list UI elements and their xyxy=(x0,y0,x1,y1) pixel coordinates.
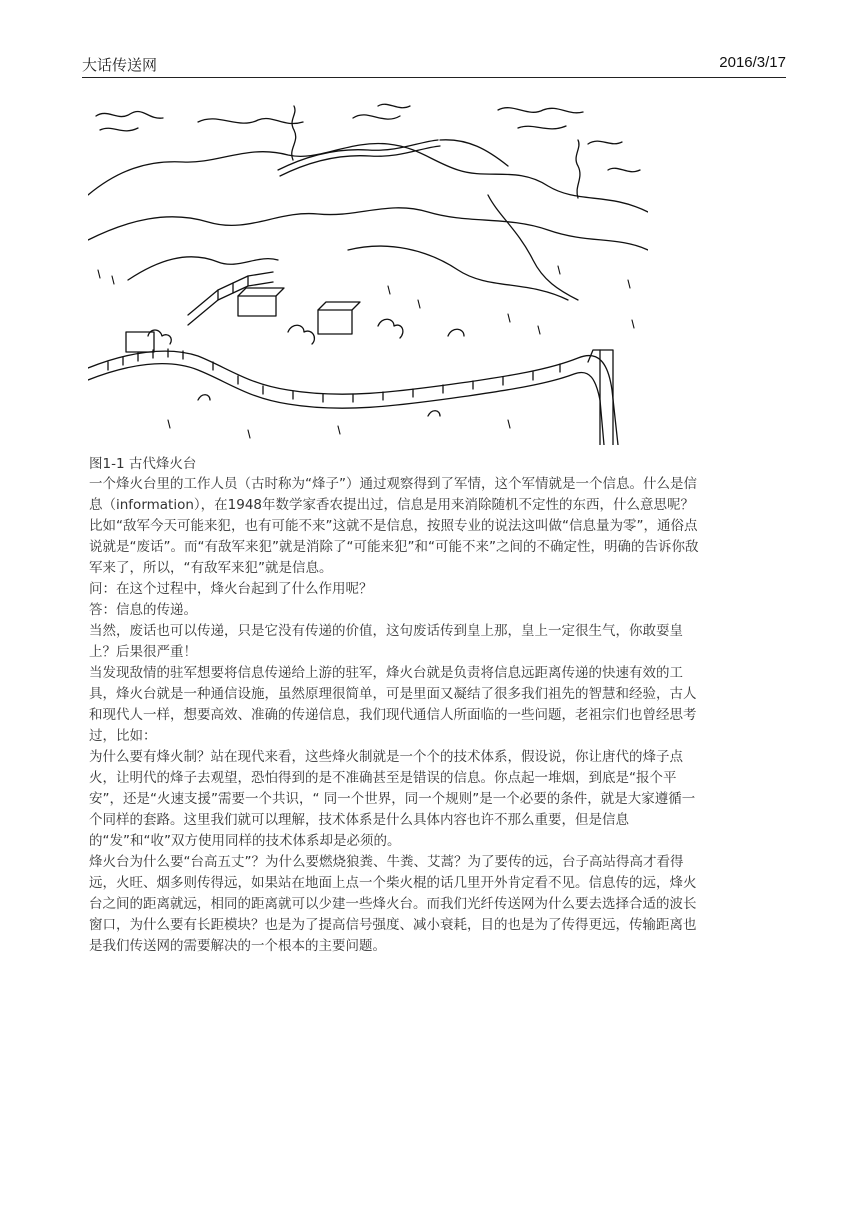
document-title: 大话传送网 xyxy=(82,56,158,74)
paragraph: 当然，废话也可以传递，只是它没有传递的价值，这句废话传到皇上那，皇上一定很生气，你敢耍皇上？后果很严重！ xyxy=(89,623,683,660)
great-wall-illustration xyxy=(88,100,648,445)
paragraph: 当发现敌情的驻军想要将信息传递给上游的驻军，烽火台就是负责将信息远距离传递的快速有效的工具，烽火台就是一种通信设施，虽然原理很简单，可是里面又凝结了很多我们祖先的智慧和经验，古人和现代人一样，想要高效、准确的传递信息，我们现代通信人所面临的一些问题，老祖宗们也曾经思考过，比如： xyxy=(89,665,697,744)
paragraph: 答：信息的传递。 xyxy=(89,602,197,618)
page-header xyxy=(82,53,786,78)
paragraph: 一个烽火台里的工作人员（古时称为“烽子”）通过观察得到了军情，这个军情就是一个信息。什么是信息（information），在1948年数学家香农提出过，信息是用来消除随机不定性的东西，什么意思呢？比如“敌军今天可能来犯，也有可能不来”这就不是信息，按照专业的说法这叫做“信息量为零”，通俗点说就是“废话”。而“有敌军来犯”就是消除了“可能来犯”和“可能不来”之间的不确定性，明确的告诉你敌军来了，所以，“有敌军来犯”就是信息。 xyxy=(89,476,699,576)
document-date: 2016/3/17 xyxy=(719,54,786,71)
paragraph: 为什么要有烽火制？站在现代来看，这些烽火制就是一个个的技术体系，假设说，你让唐代的烽子点火，让明代的烽子去观望，恐怕得到的是不准确甚至是错误的信息。你点起一堆烟，到底是“报个平安”，还是“火速支援”需要一个共识，“ 同一个世界，同一个规则”是一个必要的条件，就是大家遵循一个同样的套路。这里我们就可以理解，技术体系是什么具体内容也许不那么重要，但是信息的“发”和“收”双方使用同样的技术体系却是必须的。 xyxy=(89,749,696,849)
figure-caption: 图1-1 古代烽火台 xyxy=(89,456,197,472)
paragraph: 烽火台为什么要“台高五丈”？为什么要燃烧狼粪、牛粪、艾蒿？为了要传的远，台子高站得高才看得远，火旺、烟多则传得远，如果站在地面上点一个柴火棍的话几里开外肯定看不见。信息传的远，烽火台之间的距离就远，相同的距离就可以少建一些烽火台。而我们光纤传送网为什么要去选择合适的波长窗口，为什么要有长距模块？也是为了提高信号强度、减小衰耗，目的也是为了传得更远，传输距离也是我们传送网的需要解决的一个根本的主要问题。 xyxy=(89,854,697,954)
paragraph: 问：在这个过程中，烽火台起到了什么作用呢？ xyxy=(89,581,373,597)
article-body xyxy=(89,474,699,957)
